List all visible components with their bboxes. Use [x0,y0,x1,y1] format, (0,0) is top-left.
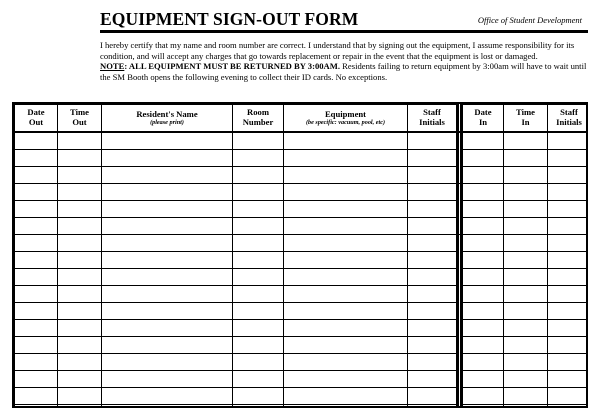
blank-cell[interactable] [58,303,102,320]
note-deadline: : ALL EQUIPMENT MUST BE RETURNED BY 3:00AM. [124,61,341,72]
column-header-note: (be specific: vacuum, pool, etc) [305,119,386,127]
blank-cell[interactable] [462,286,504,303]
table-row [15,167,589,184]
column-header-line1: Time [516,107,535,118]
column-header-line1: Date [27,107,45,118]
blank-cell[interactable] [548,252,589,269]
blank-cell[interactable] [548,405,589,409]
column-header [15,105,58,133]
blank-cell[interactable] [102,132,233,150]
blank-cell[interactable] [462,235,504,252]
blank-cell[interactable] [233,405,284,409]
blank-cell[interactable] [408,269,458,286]
blank-cell[interactable] [408,235,458,252]
blank-cell[interactable] [284,337,408,354]
blank-cell[interactable] [548,235,589,252]
column-header [548,105,589,133]
blank-cell[interactable] [548,320,589,337]
blank-cell[interactable] [233,320,284,337]
blank-cell[interactable] [102,303,233,320]
column-header-line2: Number [242,117,274,127]
blank-cell[interactable] [504,150,548,167]
blank-cell[interactable] [462,320,504,337]
blank-cell[interactable] [102,286,233,303]
blank-cell[interactable] [408,337,458,354]
blank-cell[interactable] [15,371,58,388]
blank-cell[interactable] [284,388,408,405]
blank-cell[interactable] [102,218,233,235]
blank-cell[interactable] [233,252,284,269]
blank-cell[interactable] [102,150,233,167]
blank-cell[interactable] [15,286,58,303]
blank-cell[interactable] [15,303,58,320]
table-row [15,269,589,286]
blank-cell[interactable] [504,388,548,405]
blank-cell[interactable] [284,320,408,337]
blank-cell[interactable] [58,405,102,409]
blank-cell[interactable] [284,303,408,320]
table-row [15,184,589,201]
blank-cell[interactable] [548,150,589,167]
blank-cell[interactable] [504,354,548,371]
blank-cell[interactable] [284,235,408,252]
blank-cell[interactable] [233,201,284,218]
blank-cell[interactable] [462,337,504,354]
blank-cell[interactable] [504,286,548,303]
blank-cell[interactable] [15,354,58,371]
blank-cell[interactable] [504,303,548,320]
table-row [15,150,589,167]
blank-cell[interactable] [462,303,504,320]
blank-cell[interactable] [548,286,589,303]
table-row [15,132,589,150]
blank-cell[interactable] [548,303,589,320]
blank-cell[interactable] [284,371,408,388]
blank-cell[interactable] [15,150,58,167]
blank-cell[interactable] [462,218,504,235]
blank-cell[interactable] [233,184,284,201]
blank-cell[interactable] [233,286,284,303]
table-row [15,235,589,252]
blank-cell[interactable] [504,405,548,409]
blank-cell[interactable] [462,388,504,405]
blank-cell[interactable] [58,354,102,371]
certification-text [100,40,588,82]
blank-cell[interactable] [102,320,233,337]
blank-cell[interactable] [15,132,58,150]
blank-cell[interactable] [548,337,589,354]
note-label: NOTE [100,61,125,72]
column-header [284,105,408,133]
blank-cell[interactable] [408,354,458,371]
blank-cell[interactable] [462,354,504,371]
blank-cell[interactable] [284,252,408,269]
blank-cell[interactable] [504,218,548,235]
column-header [504,105,548,133]
form-title: EQUIPMENT SIGN-OUT FORM [100,9,359,29]
blank-cell[interactable] [102,269,233,286]
table-row [15,286,589,303]
column-header-line1: Room [247,107,269,118]
office-name: Office of Student Development [477,15,582,25]
signout-table [14,104,588,408]
blank-cell[interactable] [408,167,458,184]
blank-cell[interactable] [462,150,504,167]
blank-cell[interactable] [504,184,548,201]
column-header-line2: In [478,117,488,127]
column-header-line1: Date [474,107,492,118]
blank-cell[interactable] [102,235,233,252]
column-header-line1: Time [70,107,89,118]
blank-cell[interactable] [284,150,408,167]
blank-cell[interactable] [102,405,233,409]
table-body [15,132,589,408]
blank-cell[interactable] [233,150,284,167]
table-header-row [15,105,589,133]
blank-cell[interactable] [504,371,548,388]
blank-cell[interactable] [504,235,548,252]
column-header [102,105,233,133]
blank-cell[interactable] [58,320,102,337]
column-header-line1: Equipment [324,108,367,119]
column-header-note: (please print) [150,119,184,127]
blank-cell[interactable] [504,167,548,184]
column-header [408,105,458,133]
blank-cell[interactable] [233,235,284,252]
blank-cell[interactable] [15,167,58,184]
blank-cell[interactable] [15,388,58,405]
blank-cell[interactable] [58,269,102,286]
blank-cell[interactable] [462,184,504,201]
blank-cell[interactable] [548,201,589,218]
blank-cell[interactable] [102,388,233,405]
blank-cell[interactable] [58,337,102,354]
blank-cell[interactable] [233,337,284,354]
blank-cell[interactable] [504,320,548,337]
blank-cell[interactable] [58,167,102,184]
blank-cell[interactable] [58,235,102,252]
column-header-line1: Staff [423,107,441,118]
form-header [100,6,588,33]
blank-cell[interactable] [284,184,408,201]
blank-cell[interactable] [102,252,233,269]
blank-cell[interactable] [408,132,458,150]
table-row [15,303,589,320]
blank-cell[interactable] [15,218,58,235]
blank-cell[interactable] [504,132,548,150]
table-row [15,405,589,409]
blank-cell[interactable] [233,371,284,388]
table-row [15,201,589,218]
blank-cell[interactable] [284,132,408,150]
blank-cell[interactable] [15,337,58,354]
blank-cell[interactable] [504,337,548,354]
note-paragraph [100,61,588,82]
blank-cell[interactable] [462,132,504,150]
blank-cell[interactable] [408,405,458,409]
table-row [15,320,589,337]
table-row [15,371,589,388]
blank-cell[interactable] [408,371,458,388]
blank-cell[interactable] [462,252,504,269]
table-row [15,252,589,269]
blank-cell[interactable] [504,201,548,218]
blank-cell[interactable] [548,388,589,405]
column-header [462,105,504,133]
column-header-line2: In [521,117,530,127]
blank-cell[interactable] [15,235,58,252]
blank-cell[interactable] [102,371,233,388]
blank-cell[interactable] [548,167,589,184]
blank-cell[interactable] [548,132,589,150]
blank-cell[interactable] [233,303,284,320]
blank-cell[interactable] [462,167,504,184]
blank-cell[interactable] [233,269,284,286]
blank-cell[interactable] [15,252,58,269]
blank-cell[interactable] [58,286,102,303]
blank-cell[interactable] [102,201,233,218]
blank-cell[interactable] [284,269,408,286]
table-row [15,218,589,235]
blank-cell[interactable] [58,201,102,218]
signout-table-frame [12,102,588,408]
blank-cell[interactable] [233,167,284,184]
blank-cell[interactable] [233,218,284,235]
blank-cell[interactable] [233,132,284,150]
blank-cell[interactable] [408,303,458,320]
blank-cell[interactable] [548,184,589,201]
blank-cell[interactable] [462,371,504,388]
blank-cell[interactable] [462,201,504,218]
blank-cell[interactable] [548,371,589,388]
blank-cell[interactable] [102,167,233,184]
blank-cell[interactable] [408,201,458,218]
blank-cell[interactable] [462,269,504,286]
column-header-line2: Initials [556,117,582,127]
column-header-line1: Resident's Name [136,108,198,119]
blank-cell[interactable] [58,132,102,150]
blank-cell[interactable] [58,371,102,388]
blank-cell[interactable] [462,405,504,409]
column-header [233,105,284,133]
blank-cell[interactable] [102,337,233,354]
blank-cell[interactable] [408,150,458,167]
blank-cell[interactable] [102,184,233,201]
blank-cell[interactable] [15,269,58,286]
blank-cell[interactable] [408,320,458,337]
blank-cell[interactable] [284,354,408,371]
blank-cell[interactable] [504,269,548,286]
blank-cell[interactable] [408,218,458,235]
blank-cell[interactable] [284,405,408,409]
blank-cell[interactable] [504,252,548,269]
certification-paragraph: I hereby certify that my name and room number are correct. I understand that by signing out the equipment, I assume responsibility for its condition, and will accept any charges that go towards replacement or repair in the event that the equipment is lost or damaged. [100,40,575,61]
blank-cell[interactable] [102,354,233,371]
blank-cell[interactable] [408,388,458,405]
blank-cell[interactable] [284,167,408,184]
blank-cell[interactable] [58,218,102,235]
blank-cell[interactable] [58,150,102,167]
table-row [15,337,589,354]
blank-cell[interactable] [233,354,284,371]
blank-cell[interactable] [284,201,408,218]
blank-cell[interactable] [408,252,458,269]
blank-cell[interactable] [548,218,589,235]
blank-cell[interactable] [15,184,58,201]
note-details: Residents failing to return equipment by 3:00am will have to wait until the SM Booth opens the following evening to collect their ID cards. No exceptions. [100,61,587,82]
blank-cell[interactable] [284,286,408,303]
column-header [58,105,102,133]
column-header-line2: Initials [419,117,445,127]
blank-cell[interactable] [58,252,102,269]
blank-cell[interactable] [408,286,458,303]
column-header-line2: Out [72,117,87,127]
blank-cell[interactable] [548,269,589,286]
blank-cell[interactable] [548,354,589,371]
blank-cell[interactable] [58,388,102,405]
table-row [15,354,589,371]
blank-cell[interactable] [15,320,58,337]
blank-cell[interactable] [15,201,58,218]
blank-cell[interactable] [15,405,58,409]
column-header-line2: Out [28,117,44,127]
blank-cell[interactable] [408,184,458,201]
blank-cell[interactable] [58,184,102,201]
blank-cell[interactable] [284,218,408,235]
column-header-line1: Staff [560,107,578,118]
blank-cell[interactable] [233,388,284,405]
table-row [15,388,589,405]
